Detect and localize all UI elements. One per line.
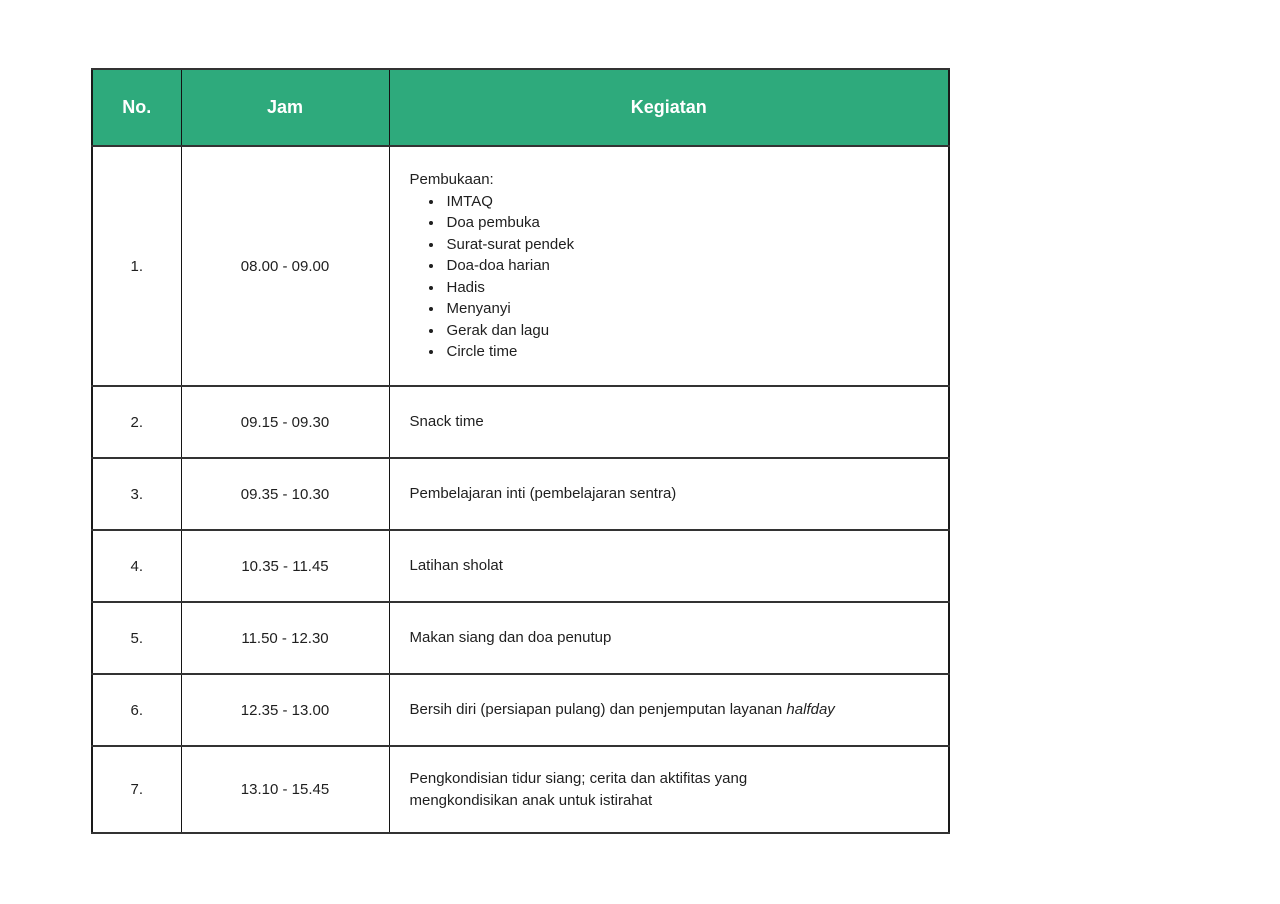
- activity-bullet-item: • Doa-doa harian: [444, 255, 929, 277]
- row-number-cell: 1.: [92, 146, 181, 386]
- activity-text: [410, 768, 830, 812]
- activity-text-segment: Latihan sholat: [409, 557, 503, 574]
- activity-text-segment: Makan siang dan doa penutup: [409, 629, 612, 646]
- schedule-table: [91, 68, 950, 834]
- activity-bullet-item: • Hadis: [444, 277, 929, 299]
- activity-cell: [389, 458, 949, 530]
- activity-cell: [389, 746, 949, 833]
- table-row: [92, 530, 949, 602]
- activity-cell: [389, 602, 949, 674]
- row-number-cell: 5.: [92, 602, 181, 674]
- table-row: [92, 674, 949, 746]
- time-range-cell: 11.50 - 12.30: [181, 602, 389, 674]
- row-number-cell: 4.: [92, 530, 181, 602]
- header-cell-jam: Jam: [181, 69, 389, 146]
- activity-text: [410, 627, 929, 649]
- header-cell-kegiatan: Kegiatan: [389, 69, 949, 146]
- table-row: [92, 386, 949, 458]
- activity-intro: Pembukaan:: [409, 171, 494, 189]
- schedule-table-container: [91, 68, 950, 834]
- time-range-cell: 09.35 - 10.30: [181, 458, 389, 530]
- row-number-cell: 3.: [92, 458, 181, 530]
- activity-bullet-item: • Circle time: [444, 341, 929, 363]
- activity-bullet-item: • Menyanyi: [444, 298, 929, 320]
- activity-text: [410, 411, 929, 433]
- activity-text: [410, 483, 929, 505]
- table-row: [92, 602, 949, 674]
- table-row: [92, 746, 949, 833]
- time-range-cell: 10.35 - 11.45: [181, 530, 389, 602]
- activity-text-segment: Snack time: [409, 413, 484, 430]
- header-row: [92, 69, 949, 146]
- activity-text-segment: Bersih diri (persiapan pulang) dan penjemputan layanan: [409, 701, 787, 718]
- activity-text-segment: Pembelajaran inti (pembelajaran sentra): [409, 485, 677, 502]
- activity-text: [410, 699, 929, 721]
- activity-cell: [389, 674, 949, 746]
- table-row: [92, 146, 949, 386]
- header-cell-no: No.: [92, 69, 181, 146]
- time-range-cell: 12.35 - 13.00: [181, 674, 389, 746]
- time-range-cell: 08.00 - 09.00: [181, 146, 389, 386]
- activity-bullet-item: • IMTAQ: [444, 191, 929, 213]
- activity-cell: [389, 146, 949, 386]
- activity-bullet-item: • Doa pembuka: [444, 212, 929, 234]
- activity-bullet-list: [410, 191, 929, 363]
- activity-bullet-item: • Surat-surat pendek: [444, 234, 929, 256]
- time-range-cell: 09.15 - 09.30: [181, 386, 389, 458]
- activity-text: [410, 555, 929, 577]
- table-row: [92, 458, 949, 530]
- schedule-table-body: [92, 146, 949, 833]
- activity-bullet-item: • Gerak dan lagu: [444, 320, 929, 342]
- activity-text-segment: Pengkondisian tidur siang; cerita dan aktifitas yang mengkondisikan anak untuk istirahat: [409, 769, 748, 809]
- row-number-cell: 2.: [92, 386, 181, 458]
- activity-cell: [389, 386, 949, 458]
- activity-cell: [389, 530, 949, 602]
- row-number-cell: 7.: [92, 746, 181, 833]
- time-range-cell: 13.10 - 15.45: [181, 746, 389, 833]
- row-number-cell: 6.: [92, 674, 181, 746]
- schedule-table-header: [92, 69, 949, 146]
- activity-text-italic: halfday: [786, 701, 835, 718]
